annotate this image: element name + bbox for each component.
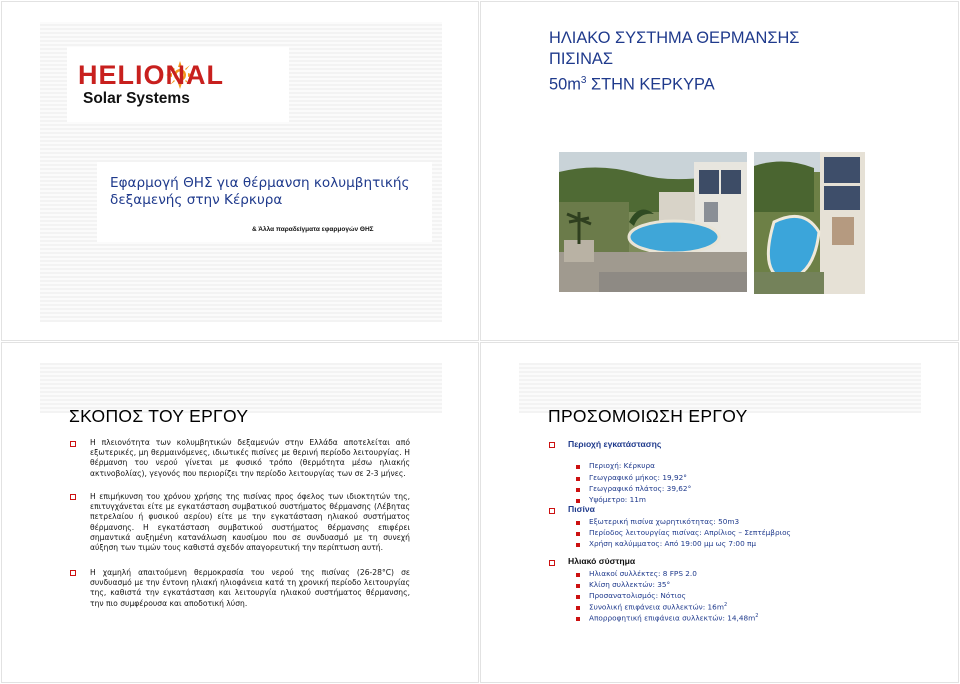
section-solar-system: Ηλιακό σύστημα bbox=[568, 556, 636, 566]
bullet-icon bbox=[70, 570, 76, 576]
spec-collectors: Ηλιακοί συλλέκτες: 8 FPS 2.0 bbox=[589, 569, 697, 578]
square-bullet-icon bbox=[576, 584, 580, 588]
spec-total-area-sup: 2 bbox=[723, 602, 728, 608]
square-bullet-icon bbox=[576, 521, 580, 525]
spec-latitude: Γεωγραφικό πλάτος: 39,62° bbox=[589, 484, 692, 493]
spec-pool-capacity: Εξωτερική πισίνα χωρητικότητας: 50m3 bbox=[589, 517, 740, 526]
pool-size-unit-sup: 3 bbox=[580, 75, 587, 86]
square-bullet-icon bbox=[576, 488, 580, 492]
slide-4-heading: ΠΡΟΣΟΜΟΙΩΣΗ ΕΡΓΟΥ bbox=[548, 406, 748, 426]
slide-3-paragraph-2: Η επιμήκυνση του χρόνου χρήσης της πισίνας προς όφελος των ιδιοκτητών της, επιτυγχάνεται είτε με εγκατάσταση συμβατικού συστήματος θέρμανσης (Λέβητας πετρελαίου ή φυσικού αερίου) είτε με την εγκατάσταση ηλιακού συστήματος θέρμανσης. Η εγκατάσταση συμβατικού συστήματος θέρμανσης επιφέρει σημαντικά αυξημένη κατανάλωση καυσίμου που σε συνδυασμό με τη συνεχή αύξηση των τιμών τους καθιστά σχεδόν απαγορευτική την περίπτωση αυτή. bbox=[90, 492, 410, 553]
spec-absorber-area-text: Απορροφητική επιφάνεια συλλεκτών: 14,48m bbox=[589, 613, 756, 623]
bullet-icon bbox=[549, 442, 555, 448]
spec-longitude: Γεωγραφικό μήκος: 19,92° bbox=[589, 473, 687, 482]
spec-region: Περιοχή: Κέρκυρα bbox=[589, 461, 655, 470]
section-pool: Πισίνα bbox=[568, 504, 595, 514]
slide-3-heading: ΣΚΟΠΟΣ ΤΟΥ ΕΡΓΟΥ bbox=[69, 406, 249, 426]
spec-absorber-area-sup: 2 bbox=[755, 613, 759, 619]
section-installation-area: Περιοχή εγκατάστασης bbox=[568, 439, 662, 449]
slide-1-subtitle: & Άλλα παραδείγματα εφαρμογών ΘΗΣ bbox=[252, 226, 374, 233]
spec-total-area-text: Συνολική επιφάνεια συλλεκτών: 16m bbox=[589, 602, 724, 612]
spec-pool-cover: Χρήση καλύμματος: Από 19:00 μμ ως 7:00 πμ bbox=[589, 539, 757, 548]
slide-2-title-line-2: ΠΙΣΙΝΑΣ bbox=[549, 50, 613, 68]
bullet-icon bbox=[70, 441, 76, 447]
helional-logo bbox=[78, 60, 278, 112]
slide-1-title-line-1: Εφαρμογή ΘΗΣ για θέρμανση κολυμβητικής bbox=[110, 175, 410, 191]
square-bullet-icon bbox=[576, 606, 580, 610]
location: ΣΤΗΝ ΚΕΡΚΥΡΑ bbox=[586, 75, 715, 94]
square-bullet-icon bbox=[576, 499, 580, 503]
square-bullet-icon bbox=[576, 543, 580, 547]
slide-3-paragraph-3: Η χαμηλή απαιτούμενη θερμοκρασία του νερού της πισίνας (26-28°C) σε συνδυασμό με την έντονη ηλιακή ηλιοφάνεια κατά τη χρονική περίοδο λειτουργίας της, καθιστά την εγκατάσταση και λειτουργία ηλιακού συστήματος θέρμανσης, την πιο συμφέρουσα και αποδοτική λύση. bbox=[90, 568, 410, 608]
slide-1 bbox=[1, 1, 479, 341]
square-bullet-icon bbox=[576, 532, 580, 536]
square-bullet-icon bbox=[576, 477, 580, 481]
slide-2-title-line-1: ΗΛΙΑΚΟ ΣΥΣΤΗΜΑ ΘΕΡΜΑΝΣΗΣ bbox=[549, 29, 800, 47]
pool-photo-1-image bbox=[559, 152, 747, 292]
square-bullet-icon bbox=[576, 465, 580, 469]
slide-2-title bbox=[549, 28, 879, 95]
pool-size: 50m bbox=[549, 75, 581, 94]
slide-1-title bbox=[110, 175, 420, 209]
slide-3-paragraph-1: Η πλειονότητα των κολυμβητικών δεξαμενών στην Ελλάδα αποτελείται από εξωτερικές, μη θερμαινόμενες, ιδιωτικές πισίνες με θερινή περίοδο λειτουργίας. Η θέρμανση του νερού γίνεται με φυσικό τρόπο (θερμότητα μέσω ηλιακής ακτινοβολίας), γεγονός που περιορίζει την περίοδο λειτουργίας των σε 2-3 μήνες. bbox=[90, 438, 410, 478]
slide-2 bbox=[480, 1, 959, 341]
spec-total-area bbox=[589, 602, 727, 611]
bullet-icon bbox=[549, 560, 555, 566]
pool-photo-1 bbox=[559, 152, 747, 292]
logo-tagline: Solar Systems bbox=[83, 90, 190, 107]
spec-orientation: Προσανατολισμός: Νότιος bbox=[589, 591, 686, 600]
spec-altitude: Υψόμετρο: 11m bbox=[589, 495, 646, 504]
spec-absorber-area bbox=[589, 613, 758, 622]
square-bullet-icon bbox=[576, 595, 580, 599]
pool-photo-2-image bbox=[754, 152, 865, 294]
square-bullet-icon bbox=[576, 617, 580, 621]
slide-2-title-line-3 bbox=[549, 70, 879, 95]
logo-wordmark: HELIONAL bbox=[78, 60, 224, 90]
slide-1-title-line-2: δεξαμενής στην Κέρκυρα bbox=[110, 192, 283, 208]
pool-photo-2 bbox=[754, 152, 865, 294]
spec-pool-period: Περίοδος λειτουργίας πισίνας: Απρίλιος – Σεπτέμβριος bbox=[589, 528, 791, 537]
spec-collector-tilt: Κλίση συλλεκτών: 35° bbox=[589, 580, 671, 589]
bullet-icon bbox=[70, 494, 76, 500]
square-bullet-icon bbox=[576, 573, 580, 577]
bullet-icon bbox=[549, 508, 555, 514]
